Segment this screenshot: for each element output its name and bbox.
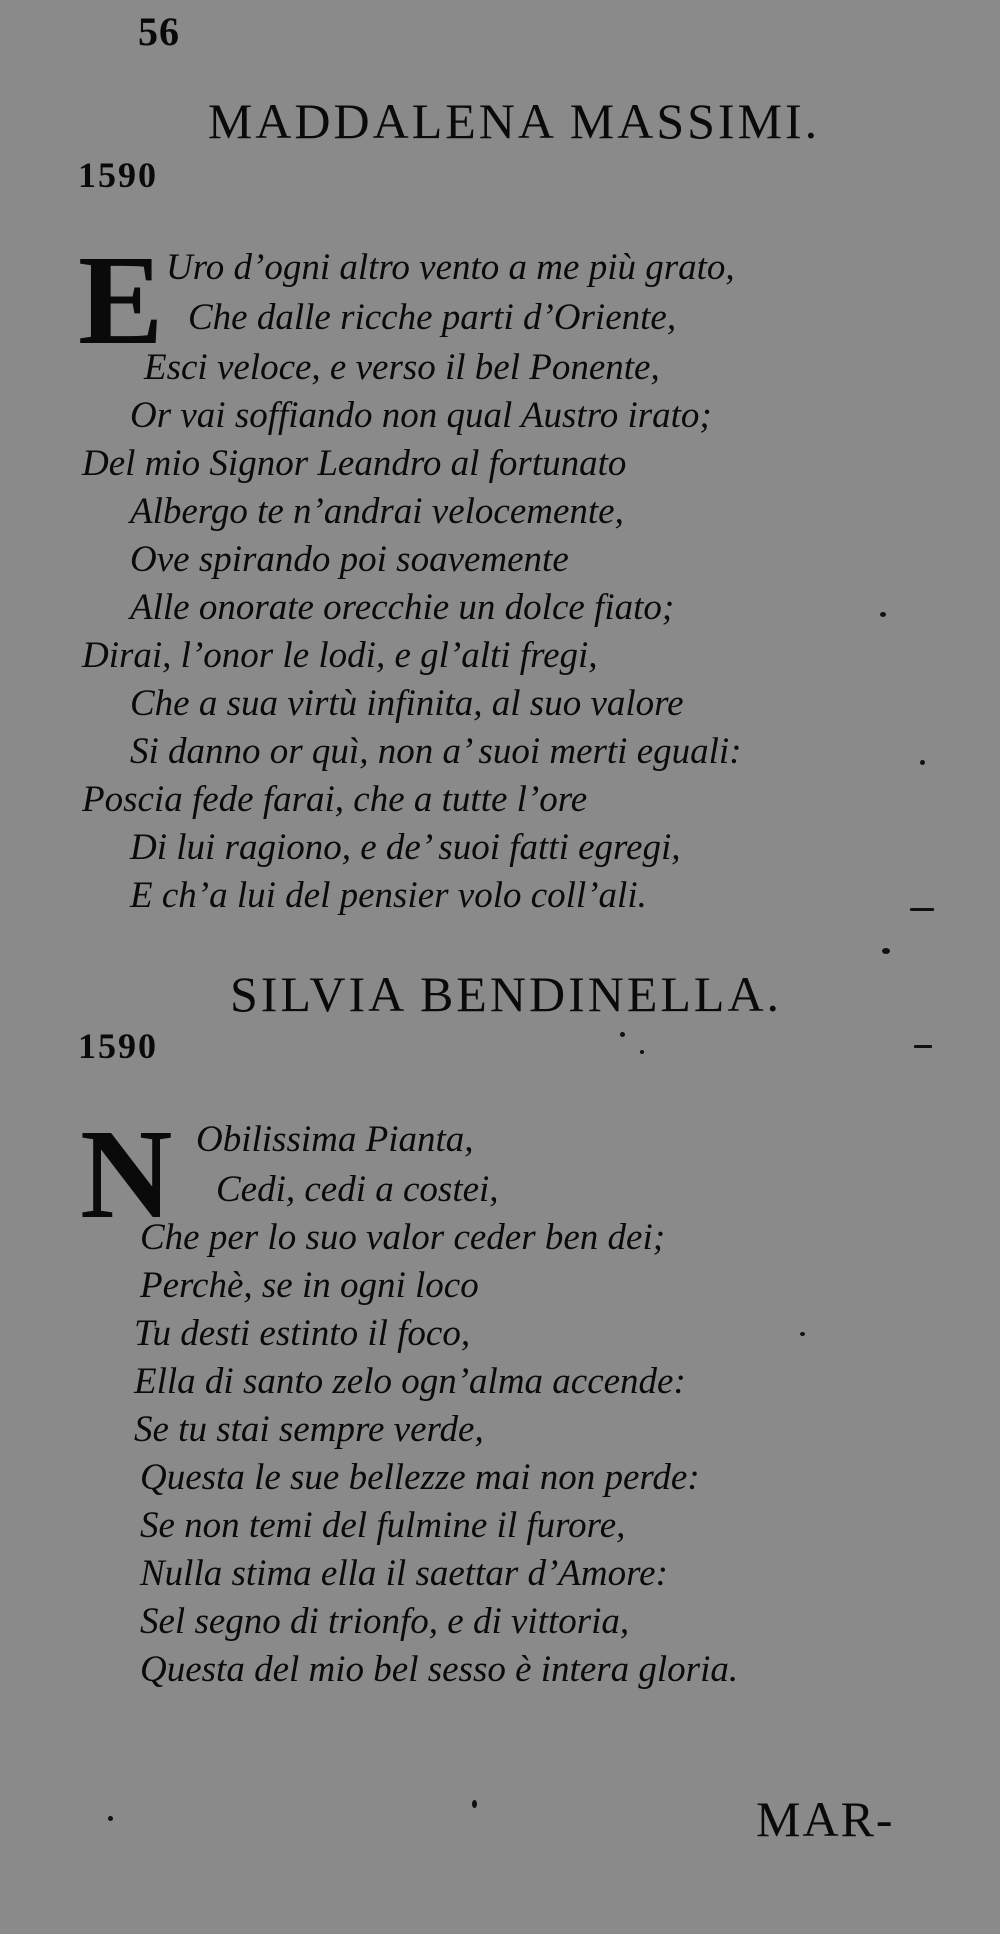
verse-line: Obilissima Pianta, <box>196 1119 474 1160</box>
poem-year: 1590 <box>78 1026 158 1066</box>
ink-speck <box>914 1045 932 1048</box>
poem-year: 1590 <box>78 155 158 195</box>
ink-speck <box>910 908 934 911</box>
verse-line: Albergo te n’andrai velocemente, <box>130 491 624 532</box>
verse-line: E ch’a lui del pensier volo coll’ali. <box>130 875 647 916</box>
poem-author-title: MADDALENA MASSIMI. <box>207 93 821 149</box>
verse-line: Sel segno di trionfo, e di vittoria, <box>140 1601 630 1642</box>
ink-speck <box>472 1800 477 1808</box>
drop-cap: E <box>78 229 164 371</box>
verse-line: Che a sua virtù infinita, al suo valore <box>130 683 684 724</box>
ink-speck <box>920 760 925 765</box>
poem-author-title: SILVIA BENDINELLA. <box>229 966 783 1022</box>
verse-line: Esci veloce, e verso il bel Ponente, <box>144 347 660 388</box>
verse-line: Or vai soffiando non qual Austro irato; <box>130 395 712 436</box>
verse-line: Se non temi del fulmine il furore, <box>140 1505 626 1546</box>
verse-line: Perchè, se in ogni loco <box>140 1265 479 1306</box>
ink-speck <box>640 1050 644 1054</box>
verse-line: Ove spirando poi soavemente <box>130 539 569 580</box>
ink-speck <box>800 1332 805 1336</box>
ink-speck <box>620 1032 625 1037</box>
verse-line: Cedi, cedi a costei, <box>216 1169 499 1210</box>
verse-line: Nulla stima ella il saettar d’Amore: <box>140 1553 668 1594</box>
ink-speck <box>108 1816 113 1821</box>
verse-line: Poscia fede farai, che a tutte l’ore <box>82 779 588 820</box>
verse-line: Alle onorate orecchie un dolce fiato; <box>130 587 675 628</box>
verse-line: Si danno or quì, non a’ suoi merti eguali: <box>130 731 742 772</box>
ink-speck <box>880 612 886 617</box>
page-number: 56 <box>138 9 180 54</box>
verse-line: Del mio Signor Leandro al fortunato <box>82 443 627 484</box>
drop-cap: N <box>80 1103 173 1245</box>
verse-line: Tu desti estinto il foco, <box>134 1313 471 1354</box>
verse-line: Che per lo suo valor ceder ben dei; <box>140 1217 666 1258</box>
verse-line: Questa del mio bel sesso è intera gloria. <box>140 1649 739 1690</box>
verse-line: Dirai, l’onor le lodi, e gl’alti fregi, <box>82 635 598 676</box>
verse-line: Questa le sue bellezze mai non perde: <box>140 1457 700 1498</box>
ink-speck <box>882 948 890 954</box>
verse-line: Ella di santo zelo ogn’alma accende: <box>134 1361 686 1402</box>
verse-line: Uro d’ogni altro vento a me più grato, <box>166 247 735 288</box>
verse-line: Di lui ragiono, e de’ suoi fatti egregi, <box>130 827 681 868</box>
verse-line: Se tu stai sempre verde, <box>134 1409 484 1450</box>
verse-line: Che dalle ricche parti d’Oriente, <box>188 297 677 338</box>
catchword: MAR- <box>756 1791 895 1847</box>
